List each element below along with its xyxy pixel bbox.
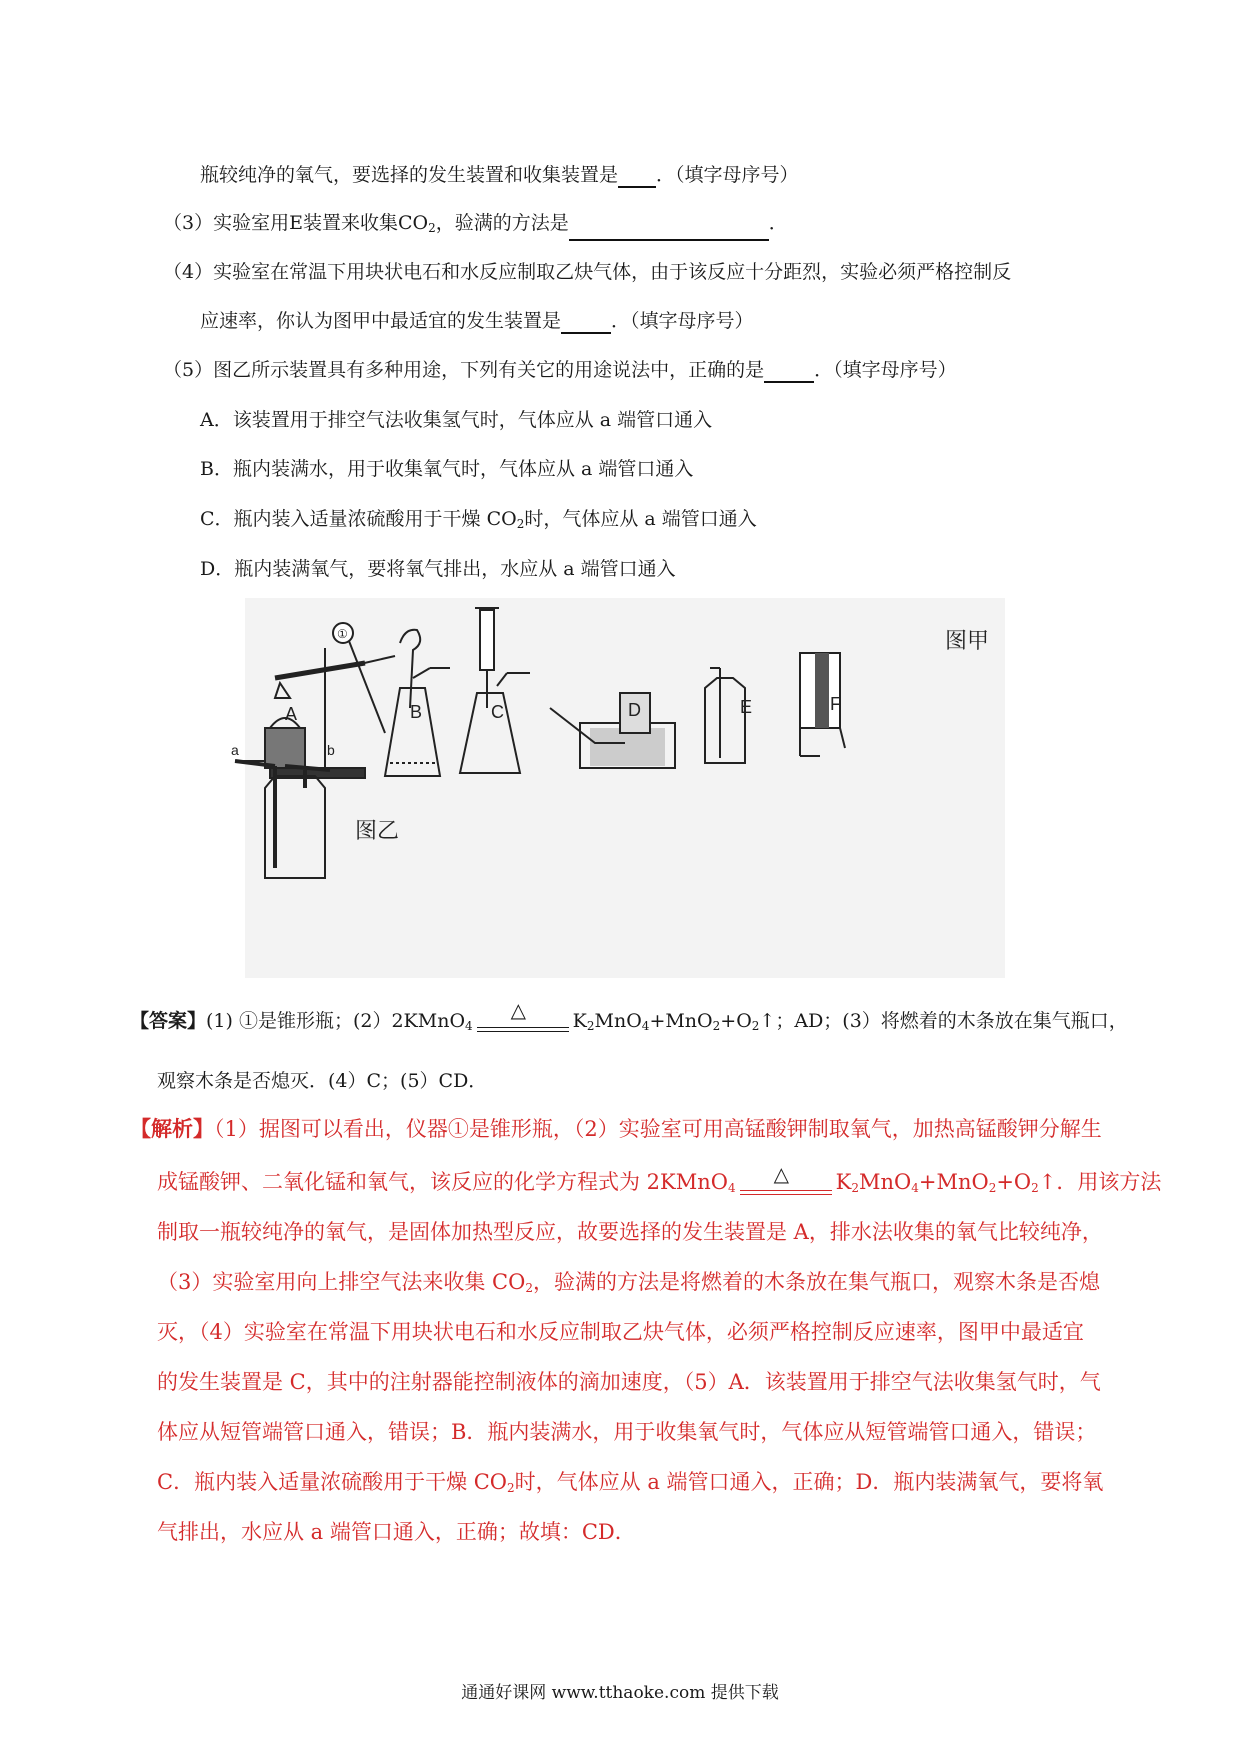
page-footer: 通通好课网 www.tthaoke.com 提供下载 — [461, 1683, 779, 1703]
analysis-line1: 【解析】（1）据图可以看出，仪器①是锥形瓶，（2）实验室可用高锰酸钾制取氧气，加热高锰酸钾分解生 — [130, 1116, 1102, 1141]
q4-answer-blank[interactable] — [561, 312, 611, 334]
q4-line2: 应速率，你认为图甲中最适宜的发生装置是 ．（填字母序号） — [200, 310, 754, 332]
q5-option-c: C．瓶内装入适量浓硫酸用于干燥 $CO_2$时，气体应从 a 端管口通入 — [200, 508, 757, 531]
q4-line1: （4）实验室在常温下用块状电石和水反应制取乙炔气体，由于该反应十分距烈，实验必须严格控制反 — [163, 261, 1012, 283]
apparatus-label-b: B — [410, 702, 423, 722]
q5-option-a: A．该装置用于排空气法收集氢气时，气体应从 a 端管口通入 — [200, 409, 713, 431]
analysis-line5: 灭，（4）实验室在常温下用块状电石和水反应制取乙炔气体，必须严格控制反应速率，图甲中最适宜 — [157, 1320, 1084, 1344]
q2-answer-blank[interactable] — [618, 166, 656, 188]
analysis-line9: 气排出，水应从 a 端管口通入，正确；故填：CD． — [157, 1520, 636, 1544]
apparatus-label-e: E — [740, 697, 753, 717]
apparatus-label-c: C — [491, 702, 504, 722]
analysis-line8: C．瓶内装入适量浓硫酸用于干燥 $CO_2$时，气体应从 a 端管口通入，正确；D．瓶内装满氧气，要将氧 — [157, 1470, 1104, 1495]
tube-label-a: a — [231, 742, 239, 758]
q5-answer-blank[interactable] — [764, 361, 814, 383]
q5-line: （5）图乙所示装置具有多种用途，下列有关它的用途说法中，正确的是 ．（填字母序号） — [163, 359, 957, 381]
apparatus-label-f: F — [830, 694, 841, 714]
analysis-line3: 制取一瓶较纯净的氧气，是固体加热型反应，故要选择的发生装置是 A，排水法收集的氧气比较纯净， — [157, 1220, 1103, 1244]
instrument-marker-1: ① — [337, 627, 348, 641]
answer-line2: 观察木条是否熄灭．(4）C；(5）CD． — [157, 1070, 488, 1092]
q5-option-d: D．瓶内装满氧气，要将氧气排出，水应从 a 端管口通入 — [200, 558, 676, 580]
analysis-line7: 体应从短管端管口通入，错误；B．瓶内装满水，用于收集氧气时，气体应从短管端管口通入，错误； — [157, 1420, 1097, 1444]
answer-reaction-condition: △ — [473, 1013, 573, 1039]
tube-label-b: b — [327, 742, 335, 758]
q5-option-b: B．瓶内装满水，用于收集氧气时，气体应从 a 端管口通入 — [200, 458, 694, 480]
analysis-tag: 【解析】 — [130, 1116, 214, 1141]
apparatus-figure — [231, 598, 1005, 978]
figure-yi-caption: 图乙 — [355, 818, 400, 843]
analysis-line6: 的发生装置是 C，其中的注射器能控制液体的滴加速度，（5）A．该装置用于排空气法收集氢气时，气 — [157, 1370, 1101, 1394]
q3-answer-blank[interactable] — [569, 219, 769, 241]
analysis-line2: 成锰酸钾、二氧化锰和氧气，该反应的化学方程式为 2KMnO$_4$ △ $K_2MnO_4+MnO_2+O_2↑$．用该方法 — [157, 1168, 1161, 1202]
figure-jia-caption: 图甲 — [945, 628, 990, 653]
q3-line: （3）实验室用E装置来收集$CO_2$，验满的方法是 ． — [163, 210, 788, 241]
answer-line1: 【答案】(1) ①是锥形瓶；(2）2KMnO$_4$ △ $K_2MnO_4+MnO_2+O_2↑$；AD；(3）将燃着的木条放在集气瓶口， — [130, 1008, 1128, 1039]
apparatus-label-a: A — [285, 704, 298, 724]
figure-background — [245, 598, 1005, 978]
analysis-reaction-condition: △ — [736, 1176, 836, 1202]
q2-tail-line: 瓶较纯净的氧气，要选择的发生装置和收集装置是 ．（填字母序号） — [200, 164, 799, 186]
analysis-line4: （3）实验室用向上排空气法来收集 $CO_2$，验满的方法是将燃着的木条放在集气瓶口，观察木条是否熄 — [157, 1270, 1100, 1295]
apparatus-label-d: D — [628, 700, 641, 720]
answer-tag: 【答案】 — [130, 1010, 207, 1032]
